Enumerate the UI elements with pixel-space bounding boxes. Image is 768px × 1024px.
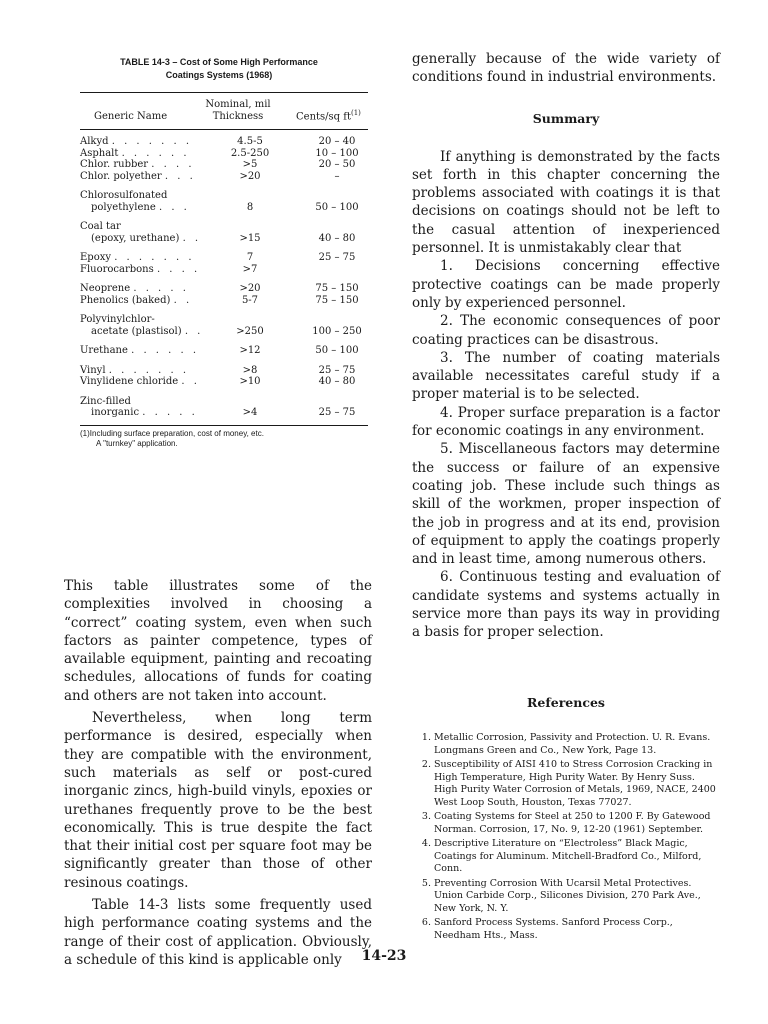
cell-generic-name: Chlor. rubber . . . . <box>80 159 195 170</box>
table-row <box>80 407 368 419</box>
table-row <box>80 159 368 171</box>
cell-generic-name: Asphalt . . . . . . <box>80 147 190 159</box>
reference-item: 2. Susceptibility of AISI 410 to Stress Corrosion Cracking in High Temperature, High Purity Water. By Henry Suss. High Purity Water Corrosion of Metals, 1969, NACE, 2400 West Loop South, Houston, Texas 77027. <box>434 759 720 809</box>
table-row <box>80 365 368 377</box>
cell-generic-name: Vinylidene chloride . . <box>80 376 200 387</box>
table-row <box>80 345 368 357</box>
row-spacer <box>80 306 368 314</box>
table-row <box>80 396 368 408</box>
row-spacer <box>80 337 368 345</box>
cell-generic-name: Epoxy . . . . . . . <box>80 252 195 263</box>
paragraph: Nevertheless, when long term performance is desired, especially when they are compatible with the environment, such materials as self or post-cured inorganic zincs, high-build vinyls, epoxies or urethanes frequently prove to be the best economically. This is true despite the fact that their initial cost per square foot may be significantly greater than those of other resinous coatings. <box>64 710 372 891</box>
cell-generic-name: Chlorosulfonated <box>80 190 168 201</box>
cell-thickness: >15 <box>239 232 261 244</box>
table-row <box>80 148 368 160</box>
cell-thickness: >20 <box>239 283 261 294</box>
summary-item: 5. Miscellaneous factors may determine the success or failure of an expensive coating job. These include such things as skill of the workmen, proper inspection of the job in progress and at its end, provision of equipment to apply the coatings properly and in least time, among numerous others. <box>412 441 720 568</box>
cell-cents: 40 – 80 <box>318 232 356 244</box>
row-spacer <box>80 357 368 365</box>
cell-cents: 10 – 100 <box>315 147 359 159</box>
reference-item: 6. Sanford Process Systems. Sanford Process Corp., Needham Hts., Mass. <box>434 917 720 942</box>
table-row <box>80 202 368 214</box>
cell-thickness: >10 <box>239 376 261 387</box>
table-body <box>80 130 368 419</box>
row-spacer <box>80 213 368 221</box>
table-row <box>80 314 368 326</box>
cell-cents: – <box>334 170 340 182</box>
cell-cents: 50 – 100 <box>315 345 359 356</box>
table-block <box>64 56 374 449</box>
paragraph: If anything is demonstrated by the facts set forth in this chapter concerning the problems associated with coatings it is that decisions on coatings should not be left to the casual attention of inexperienced personnel. It is unmistakably clear that <box>412 148 720 257</box>
reference-item: 4. Descriptive Literature on “Electroless” Black Magic, Coatings for Aluminum. Mitchell-Bradford Co., Milford, Conn. <box>434 838 720 876</box>
cell-generic-name: Neoprene . . . . . <box>80 283 189 294</box>
right-column <box>412 50 720 642</box>
cost-table <box>80 92 368 449</box>
cell-cents: 100 – 250 <box>312 325 362 337</box>
left-body-text <box>64 577 372 969</box>
cell-generic-name: acetate (plastisol) . . <box>91 325 204 337</box>
table-row <box>80 264 368 276</box>
table-row <box>80 136 368 148</box>
reference-item: 1. Metallic Corrosion, Passivity and Protection. U. R. Evans. Longmans Green and Co., New York, Page 13. <box>434 732 720 757</box>
table-row <box>80 233 368 245</box>
cell-thickness: >20 <box>239 170 261 182</box>
table-footnote: (1)Including surface preparation, cost of money, etc. A "turnkey" application. <box>80 425 368 449</box>
paragraph: generally because of the wide variety of conditions found in industrial environments. <box>412 51 720 86</box>
paragraph: This table illustrates some of the complexities involved in choosing a “correct” coating system, even when such factors as painter competence, types of available equipment, painting and recoating schedules, allocations of funds for coating and others are not taken into account. <box>64 578 372 704</box>
cell-generic-name: Zinc-filled <box>80 395 131 407</box>
cell-thickness: >8 <box>242 364 258 376</box>
table-header <box>80 93 368 129</box>
cell-thickness: >250 <box>236 325 264 337</box>
cell-thickness: 8 <box>246 201 254 213</box>
summary-item: 2. The economic consequences of poor coating practices can be disastrous. <box>412 313 720 348</box>
summary-heading: Summary <box>532 110 600 126</box>
cell-cents: 75 – 150 <box>315 294 359 306</box>
row-spacer <box>80 244 368 252</box>
cell-generic-name: Fluorocarbons . . . . <box>80 263 201 275</box>
cell-generic-name: polyethylene . . . <box>91 201 190 213</box>
cell-cents: 25 – 75 <box>318 364 356 376</box>
row-spacer <box>80 182 368 190</box>
reference-item: 3. Coating Systems for Steel at 250 to 1200 F. By Gatewood Norman. Corrosion, 17, No. 9, 12-20 (1961) September. <box>434 811 720 836</box>
cell-generic-name: Urethane . . . . . . <box>80 345 200 356</box>
cell-generic-name: Coal tar <box>80 221 121 232</box>
table-row <box>80 190 368 202</box>
references-section <box>412 695 720 944</box>
header-generic-name: Generic Name <box>94 111 168 122</box>
table-title: TABLE 14-3 – Cost of Some High Performance Coatings Systems (1968) <box>120 57 318 80</box>
references-list <box>412 732 720 942</box>
cell-cents: 75 – 150 <box>315 283 359 294</box>
cell-generic-name: Phenolics (baked) . . <box>80 294 193 306</box>
summary-item: 1. Decisions concerning effective protective coatings can be made properly only by experienced personnel. <box>412 258 720 311</box>
cell-cents: 25 – 75 <box>318 407 356 418</box>
references-heading: References <box>527 695 605 710</box>
cell-cents: 25 – 75 <box>318 252 356 263</box>
cell-cents: 20 – 50 <box>318 159 356 170</box>
page-number: 14-23 <box>361 948 407 964</box>
cell-thickness: >12 <box>239 345 261 356</box>
reference-item: 5. Preventing Corrosion With Ucarsil Metal Protectives. Union Carbide Corp., Silicones Division, 270 Park Ave., New York, N. Y. <box>434 878 720 916</box>
cell-thickness: >4 <box>242 407 258 418</box>
cell-thickness: 5-7 <box>241 294 259 306</box>
cell-cents: 40 – 80 <box>318 376 356 387</box>
paragraph: Table 14-3 lists some frequently used high performance coating systems and the range of their cost of application. Obviously, a schedule of this kind is applicable only <box>64 897 372 968</box>
cell-generic-name: Chlor. polyether . . . <box>80 170 196 182</box>
header-cents: Cents/sq $ft^{(1)}$ <box>296 109 361 123</box>
table-row <box>80 171 368 183</box>
cell-thickness: >7 <box>242 263 258 275</box>
cell-generic-name: Vinyl . . . . . . . <box>80 364 190 376</box>
cell-thickness: 4.5-5 <box>237 136 263 147</box>
cell-thickness: 2.5-250 <box>230 147 270 159</box>
cell-generic-name: Polyvinylchlor- <box>80 314 155 325</box>
summary-item: 4. Proper surface preparation is a factor for economic coatings in any environment. <box>412 404 720 440</box>
cell-thickness: >5 <box>242 159 258 170</box>
table-row <box>80 221 368 233</box>
row-spacer <box>80 388 368 396</box>
cell-generic-name: Alkyd . . . . . . . <box>80 136 193 147</box>
table-row <box>80 326 368 338</box>
summary-item: 6. Continuous testing and evaluation of candidate systems and systems actually in service more than pays its way in providing a basis for proper selection. <box>412 569 720 641</box>
header-thickness: Nominal, mil Thickness <box>205 99 271 122</box>
cell-cents: 20 – 40 <box>318 136 356 147</box>
row-spacer <box>80 275 368 283</box>
cell-thickness: 7 <box>246 252 254 263</box>
cell-generic-name: inorganic . . . . . <box>91 407 198 418</box>
cell-cents: 50 – 100 <box>315 201 359 213</box>
table-row <box>80 283 368 295</box>
summary-item: 3. The number of coating materials available necessitates careful study if a proper material is to be selected. <box>412 349 720 403</box>
table-row <box>80 252 368 264</box>
cell-generic-name: (epoxy, urethane) . . <box>91 232 202 244</box>
table-row <box>80 376 368 388</box>
table-row <box>80 295 368 307</box>
